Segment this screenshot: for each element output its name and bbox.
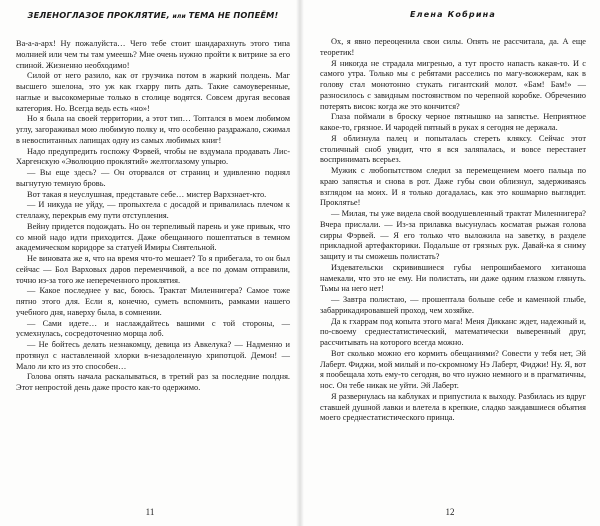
paragraph: Голова опять начала раскалываться, в третий раз за последние полдня. Этот непростой день даже просто как-то одержимо.	[16, 372, 290, 392]
paragraph: — Вы еще здесь? — Он оторвался от страниц и удивленно поднял выгнутую темную бровь.	[16, 168, 290, 188]
paragraph: Издевательски скривившиеся губы непрошибаемого хитаноша намекали, что это не ему. Ни полистать, ни даже одним глазком глянуть. Тьмы на него нет!	[320, 262, 586, 294]
running-head-word: НЕ	[217, 10, 231, 20]
right-page	[300, 0, 600, 526]
paragraph: Ва-а-а-арх! Ну пожалуйста… Чего тебе стоит шандарахнуть этого типа молнией или чем ты там умеешь? Мне очень нужно пройти к витрине за его спиной. Жизненно необходимо!	[16, 39, 290, 70]
paragraph: Я никогда не страдала мигренью, а тут просто напасть какая-то. И с самого утра. Только мы с ребятами расселись по магу-вожжерам, как в голову стал монотонно стукать гигантский молот. «Бам! Бам!» — разносилось с завидным постоянством по черепной коробке. Обречению потерять висок: когда же это кончится?	[320, 58, 586, 111]
right-body-text	[320, 37, 586, 424]
running-head-word: ПОПЕЁМ!	[233, 10, 279, 20]
paragraph: Да к гхаррам под копыта этого мага! Меня Дикканс ждет, надежный и, по-своему среднестатистический, математически выверенный друг, рассчитывать на которого всегда можно.	[320, 316, 586, 347]
running-head-word: ТЕМА	[188, 10, 216, 20]
paragraph: Я облизнула палец и попыталась стереть кляксу. Сейчас этот столичный сноб увидит, что я вся заляпалась, и вовсе перестанет воспринимать всерьез.	[320, 133, 586, 165]
paragraph: — Завтра полистаю, — прошептала больше себе и каменной глыбе, забаррикадировавшей проход, чем хозяйке.	[320, 295, 586, 315]
page-number: 11	[145, 507, 155, 517]
left-running-head	[16, 10, 290, 22]
paragraph: Вот такая я неуслушная, представьте себе… мистер Вархзнает-кто.	[27, 189, 267, 199]
paragraph: — Сами идете… и наслаждайтесь вашими с той стороны, — усмехнулась, сосредоточенно морща лоб.	[16, 318, 290, 339]
paragraph: Не виновата же я, что на время что-то мешает? То я прибегала, то он был сейчас — Бол Варховых даров переменчивой, а все по домам отправили, точно из-за того же непереченного проклятия.	[16, 254, 290, 285]
paragraph: Ох, я явно переоценила свои силы. Опять не рассчитала, да. А еще теоретик!	[320, 37, 586, 57]
running-head-word: ЗЕЛЕНОГЛАЗОЕ	[27, 10, 105, 20]
paragraph: — И никуда не уйду, — пропыхтела с досадой и привалилась плечом к стеллажу, перекрыв ему пути отступления.	[16, 200, 290, 220]
paragraph: — Милая, ты уже видела свой воодушевленный трактат Миленнигера? Вчера прислали. — Из-за прилавка высунулась косматая рыжая голова сирры Фэрвей. — Я его только что выложила на заветку, в разделе прикладной артефакторики. Подальше от грязных рук. Давай-ка я сниму защиту и ты сможешь полистать?	[320, 209, 586, 261]
paragraph: Вот сколько можно его кормить обещаниями? Совести у тебя нет, Эй Лаберт. Фиджи, мой милый и по-скромному Нэ Лаберт, Фиджи! Ну. Я, вот я пообещала хоть ему-то сегодня, во что нужно немного и в прагматичны, нос. Он тебе никак не уйти. Эй Лаберт.	[320, 348, 586, 390]
paragraph: — Не бойтесь делать незнакомцу, девица из Авкелука? — Надменно и протянул с наставленной хлорки в-незадоленную хрипотцой. Демон! — Мало ли кто из это способен…	[16, 340, 290, 371]
right-running-head: Елена Кобрина	[410, 10, 496, 19]
paragraph: Надо предупредить госпожу Фэрвей, чтобы не вздумала продавать Лис-Харгенскую «Эволюцию проклятий» желтоглазому упырю.	[16, 146, 290, 167]
paragraph: Силой от него разило, как от грузчика потом в жаркий полдень. Маг высшего эшелона, это уж как гхарру пить дать. Такие самоуверенные, наглые и высокомерные только в столице водятся. Совсем другая весовая категория. Но. Всегда ведь есть «но»!	[16, 71, 290, 113]
page-number: 12	[445, 507, 455, 517]
paragraph: Я развернулась на каблуках и припустила к выходу. Разбилась из вдруг ставшей душной лавки и влетела в крепкие, сладко заждавшиеся объятия моего среднестатистического принца.	[320, 391, 586, 423]
paragraph: Но я была на своей территории, а этот тип… Топтался в моем любимом углу, загораживал мою любимую полку и, что особенно раздражало, сжимал в невоспитанных лапищах одну из самых любимых книг!	[16, 114, 290, 145]
left-body-text	[16, 39, 290, 394]
paragraph: — Какое последнее у вас, боюсь. Трактат Миленнигера? Самое тоже пятно этого для. Если я, конечно, суметь вспомнить, рамками нашего учебного дня, наверху была, в сомнении.	[16, 286, 290, 317]
running-head-word: ПРОКЛЯТИЕ,	[107, 10, 170, 20]
running-head-conjunction: или	[172, 13, 186, 20]
paragraph: Мужик с любопытством следил за перемещением моего пальца по краю запястья и снова в рот. Даже губы свои облизнул, задерживаясь взглядом на моих. И я только догадалась, как это кошмарно выглядит. Проклятье!	[320, 166, 586, 208]
paragraph: Вейну придется подождать. Но он терпеливый парень и уже привык, что со мной надо идти приходится. Даже обещанного пошептаться в темном академическом коридоре за статуей Имиры Сиятельной.	[16, 221, 290, 253]
paragraph: Глаза поймали в броску черное пятнышко на запястье. Неприятное какое-то, грязное. И чародей пятный в руках я сегодня не держала.	[320, 112, 586, 132]
